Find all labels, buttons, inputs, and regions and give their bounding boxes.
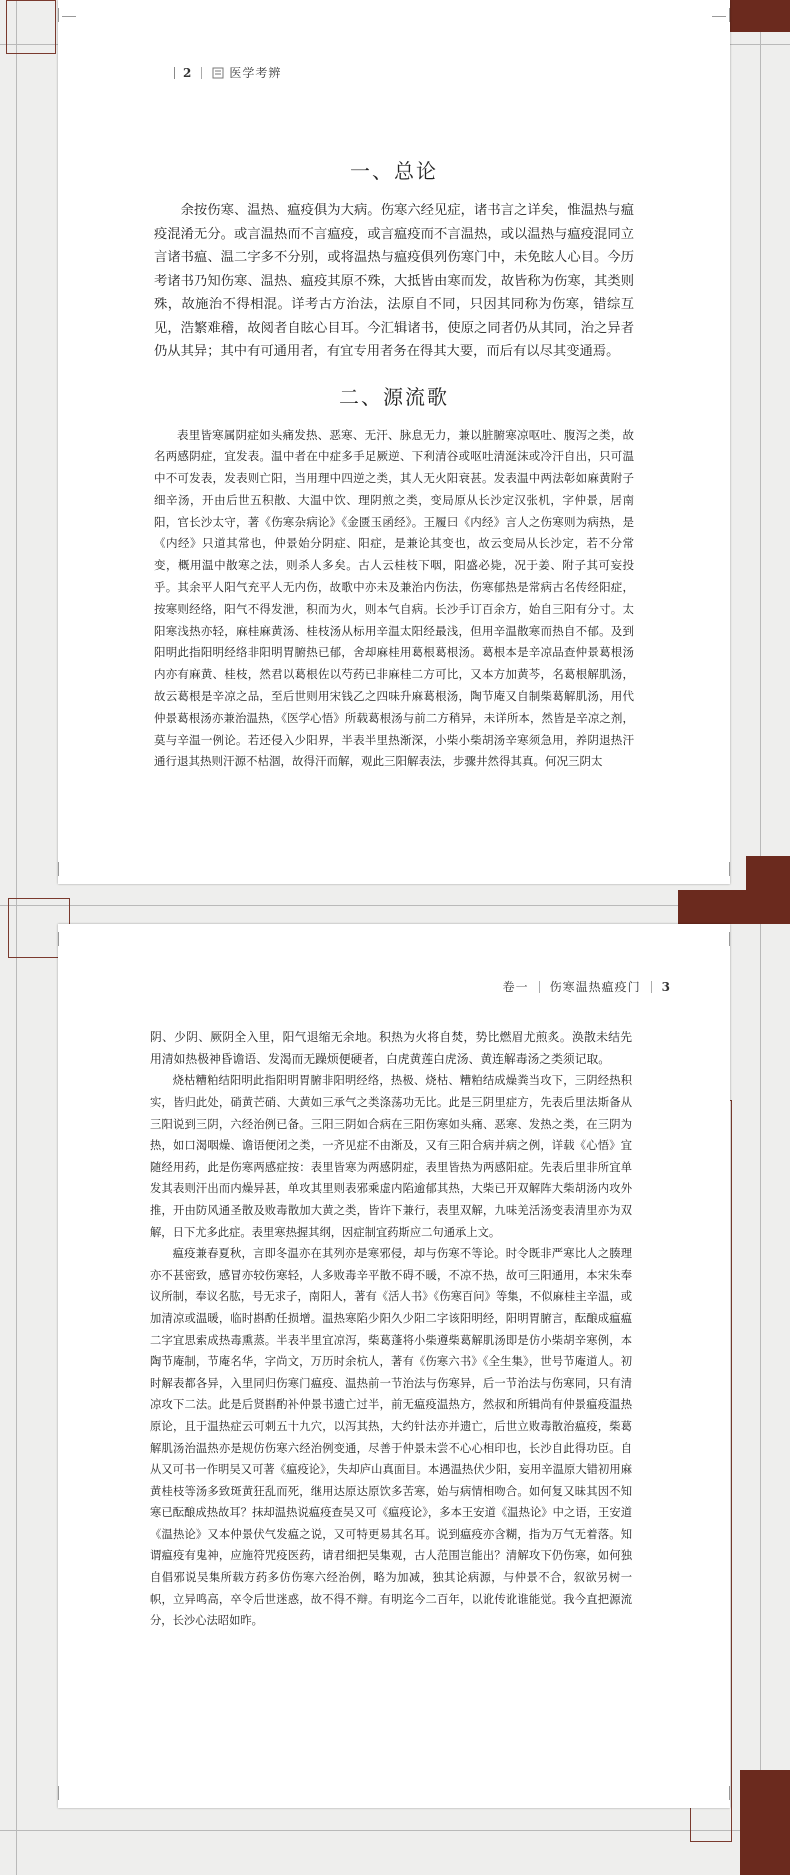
- page-number: 3: [661, 979, 670, 994]
- verse-paragraph: 瘟疫兼春夏秋，言即冬温亦在其列亦是寒邪侵，却与伤寒不等论。时令既非严寒比人之腠理亦不甚密致，感冒亦较伤寒轻，人多败毒辛平散不碍不暖，不凉不热，故可三阳通用，本宋朱奉议所制，奉议名肱，号无求子，南阳人，著有《活人书》《伤寒百问》等集，不似麻桂主辛温，或加清凉或温暖，临时斟酌任损增。温热寒陷少阳久少阳二字该阳明经，阳明胃腑言，酝酿成瘟瘟二字宜思索成热毒熏蒸。半表半里宜凉泻，柴葛蓬将小柴遵柴葛解肌汤即是仿小柴胡辛寒例，本陶节庵制，节庵名华，字尚文，万历时余杭人，著有《伤寒六书》《全生集》，世号节庵道人。初时解表都各异，入里同归伤寒门瘟疫、温热前一节治法与伤寒异，后一节治法与伤寒同，只有清凉攻下二法。此是后贤斟酌补仲景书遗亡过半，前无瘟疫温热方，然叔和所辑尚有仲景瘟疫温热原论，且于温热症云可刺五十九穴，以泻其热，大约针法亦并遗亡，后世立败毒散治瘟疫，柴葛解肌汤治温热亦是规仿伤寒六经治例变通，尽善于仲景未尝不心心相印也，长沙自此得功臣。自从又可书一作明吴又可著《瘟疫论》，失却庐山真面目。本遇温热伏少阳，妄用辛温原大错初用麻黄桂枝等汤多致斑黄狂乱而死，继用达原达原饮多苦寒，始与病情相吻合。如何复又昧其因不知寒已酝酿成热故耳？抹却温热说瘟疫查吴又可《瘟疫论》，多本王安道《温热论》中之语，王安道《温热论》又本仲景伏气发瘟之说，又可特更易其名耳。说到瘟疫亦含糊，指为万气无着落。知谓瘟疫有鬼神，应施符咒疫医药，请君细把吴集观，古人范围岂能出？清解攻下仍伤寒，如何独自倡邪说吴集所载方药多仿伤寒六经治例，略为加减，独其论病源，与仲景不合，叙欲另树一帜，立异鸣高，卒令后世迷惑，故不得不辩。有明迄今二百年，以讹传讹谁能觉。我今直把源流分，长沙心法昭如昨。: [150, 1247, 632, 1628]
- bg-guide-line: [760, 0, 761, 1875]
- body-paragraph: 余按伤寒、温热、瘟疫俱为大病。伤寒六经见症，诸书言之详矣，惟温热与瘟疫混淆无分。或言温热而不言瘟疫，或言瘟疫而不言温热，或以温热与瘟疫混同立言诸书瘟、温二字多不分别，或将温热与瘟疫俱列伤寒门中，未免眩人心目。今历考诸书乃知伤寒、温热、瘟疫其原不殊，大抵皆由寒而发，故皆称为伤寒，其类则殊，故施治不得相混。详考古方治法，法原自不同，只因其同称为伤寒，错综互见，浩繁难稽，故阅者自眩心目耳。今汇辑诸书，使原之同者仍从其同，治之异者仍从其异；其中有可通用者，有宜专用者务在得其大要，而后有以尽其变通焉。: [154, 203, 634, 359]
- chapter-label: 卷一: [502, 980, 529, 994]
- decorative-accent-block: [678, 890, 746, 924]
- page-body: [150, 1026, 632, 1632]
- page-header: [503, 978, 670, 995]
- book-page-left: [58, 0, 730, 884]
- section-heading: 一、总论: [350, 159, 438, 183]
- verse-paragraph: 表里皆寒属阴症如头痛发热、恶寒、无汗、脉息无力，兼以脏腑寒凉呕吐、腹泻之类，故名两感阴症，宜发表。温中者在中症多手足厥逆、下利清谷或呕吐清涎沫或冷汗自出，只可温中不可发表，发表则亡阳，当用理中四逆之类，其人无火阳衰甚。发表温中两法彰如麻黄附子细辛汤，开由后世五积散、大温中饮、理阴煎之类，变局原从长沙定汉张机，字仲景，居南阳，官长沙太守，著《伤寒杂病论》《金匮玉函经》。王履曰《内经》言人之伤寒则为病热，是《内经》只道其常也，仲景始分阴症、阳症，是兼论其变也，故云变局从长沙定，若不分常变，概用温中散寒之法，则杀人多矣。古人云桂枝下咽，阳盛必毙，况于姜、附子其可妄投乎。其余平人阳气充平人无内伤，故歌中亦未及兼治内伤法，伤寒郁热是常病古名传经阳症，按寒则经络，阳气不得发泄，积而为火，则本气自病。长沙手订百余方，始自三阳有分寸。太阳寒浅热亦轻，麻桂麻黄汤、桂枝汤从标用辛温太阳经最浅，但用辛温散寒而热自不郁。及到阳明此指阳明经络非阳明胃腑热已郁，舍却麻桂用葛根葛根汤。葛根本是辛凉品查仲景葛根汤内亦有麻黄、桂枝，然君以葛根佐以芍药已非麻桂二方可比，又本方加黄芩，名葛根解肌汤，故云葛根是辛凉之品，至后世则用宋钱乙之四味升麻葛根汤，陶节庵又自制柴葛解肌汤，用代仲景葛根汤亦兼治温热，《医学心悟》所载葛根汤与前二方稍异，未详所本，然皆是辛凉之剂，莫与辛温一例论。若还侵入少阳界，半表半里热渐深，小柴小柴胡汤辛寒须急用，养阴退热汗通行退其热则汗源不枯涸，故得汗而解，观此三阳解表法，步骤井然得其真。何况三阴太: [154, 427, 634, 769]
- crop-mark: [62, 16, 76, 17]
- decorative-accent-block: [746, 856, 790, 924]
- crop-mark: [729, 862, 730, 876]
- crop-mark: [58, 862, 59, 876]
- crop-mark: [712, 16, 726, 17]
- header-separator: [201, 67, 202, 79]
- crop-mark: [58, 932, 59, 946]
- decorative-accent-block: [740, 1770, 790, 1875]
- page-number: 2: [183, 65, 192, 80]
- running-head: 医学考辨: [229, 66, 282, 80]
- header-separator: [651, 981, 652, 993]
- header-separator: [539, 981, 540, 993]
- verse-paragraph: 烧枯糟粕结阳明此指阳明胃腑非阳明经络，热极、烧枯、糟粕结成燥粪当攻下，三阴经热积实，皆归此处，硝黄芒硝、大黄如三承气之类涤荡功无比。此是三阴里症方，先表后里法斯备从三阳说到三阴，六经治例已备。三阳三阴如合病在三阳伤寒如头痛、恶寒、发热之类，在三阴为热，如口渴咽燥、谵语便闭之类，一齐见症不由渐及，又有三阳合病并病之例，详载《心悟》宜随经用药，此是伤寒两感症按：表里皆寒为两感阴症，表里皆热为两感阳症。先表后里非所宜单发其表则汗出而内燥异甚，单攻其里则表邪乘虚内陷逾郁其热，大柴已开双解阵大柴胡汤内攻外推，开由防风通圣散及败毒散加大黄之类，皆许下兼行，表里双解，九味羌活汤变表清里亦为双解，日下尤多此症。表里寒热握其纲，因症制宜药斯应二句通承上文。: [150, 1074, 632, 1239]
- page-header: [166, 64, 281, 81]
- book-logo-icon: [212, 67, 224, 79]
- crop-mark: [729, 1786, 730, 1800]
- crop-mark: [58, 8, 59, 22]
- book-page-right: [58, 924, 730, 1808]
- section-heading: 二、源流歌: [339, 384, 449, 409]
- bg-guide-line: [0, 1830, 790, 1831]
- page-body: [154, 160, 634, 773]
- verse-paragraph: 阴、少阴、厥阴全入里，阳气退缩无余地。积热为火将自焚，势比燃眉尤煎炙。涣散未结先用清如热极神昏谵语、发渴而无躁烦便硬者，白虎黄莲白虎汤、黄连解毒汤之类须记取。: [150, 1030, 632, 1067]
- crop-mark: [729, 8, 730, 22]
- decorative-frame: [6, 0, 56, 54]
- header-rule: [174, 67, 175, 79]
- crop-mark: [729, 932, 730, 946]
- crop-mark: [58, 1786, 59, 1800]
- decorative-accent-block: [728, 0, 790, 32]
- running-head: 伤寒温热瘟疫门: [549, 980, 641, 994]
- bg-guide-line: [0, 905, 790, 906]
